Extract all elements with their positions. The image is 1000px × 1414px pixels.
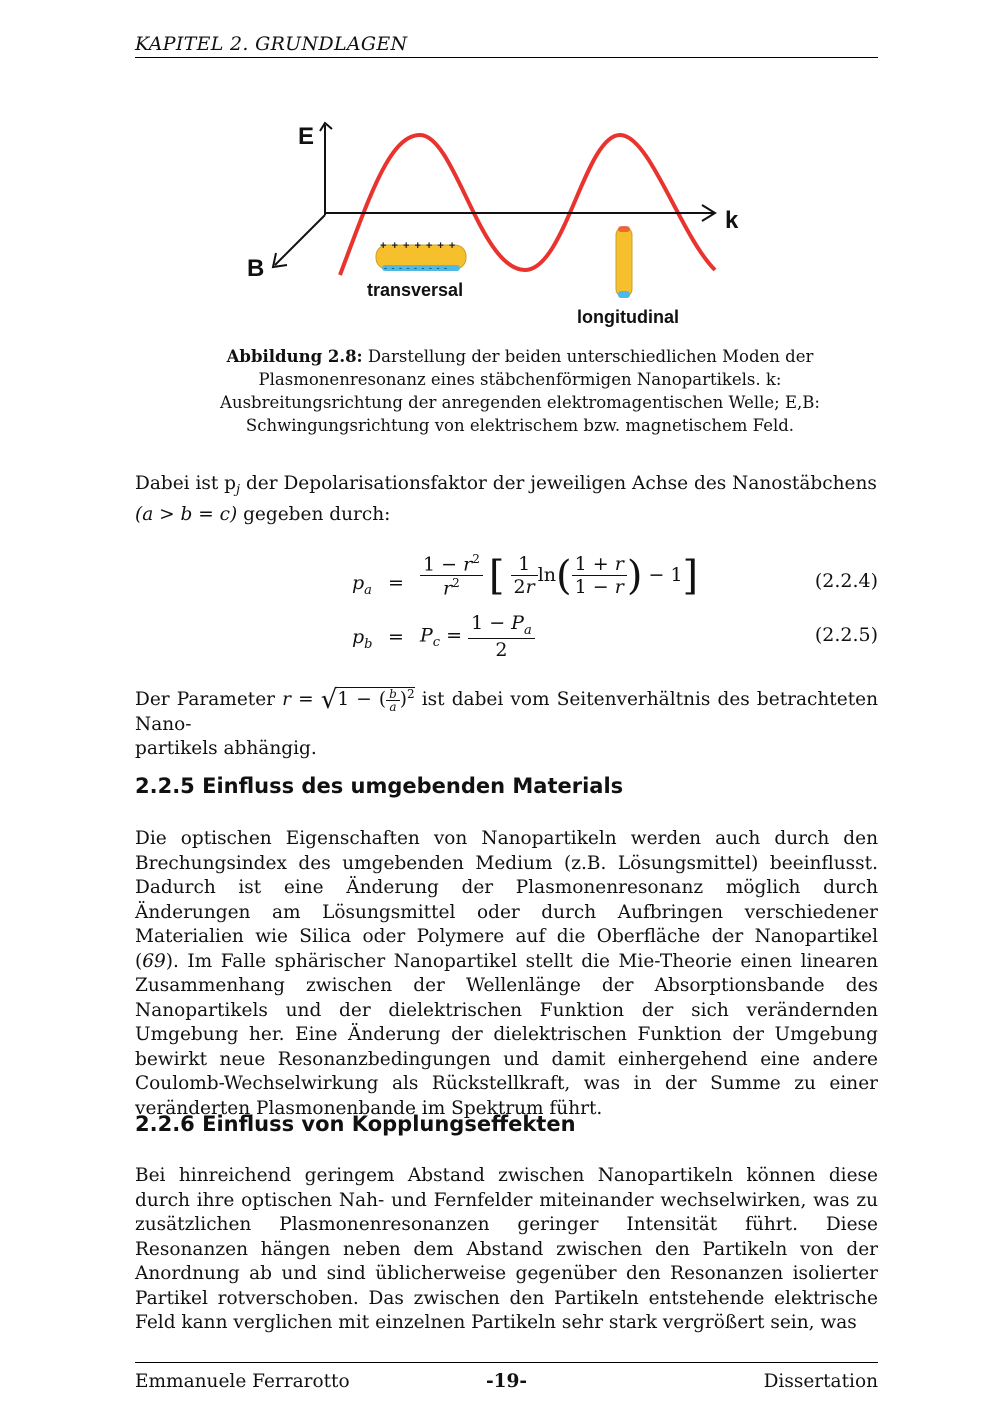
longitudinal-particle xyxy=(616,227,632,297)
eq2-lhs: p xyxy=(352,626,365,648)
equation-2-2-5 xyxy=(330,612,878,664)
section-2-2-6-body: Bei hinreichend geringem Abstand zwischen Nanopartikeln können diese durch ihre optischen Nah- und Fernfelder miteinander wechselwirken, was zu zusätzlichen Plasmonenresonanzen geringer Intensität führt. Diese Resonanzen hängen neben dem Abstand zwischen den Partikeln von der Anordnung ab und sind üblicherweise gegenüber den Resonanzen isolierter Partikel rotverschoben. Das zwischen den Partikeln entstehende elektrische Feld kann verglichen mit einzelnen Partikeln sehr stark vergrößert sein, was xyxy=(135,1165,878,1333)
param-text-a: Der Parameter xyxy=(135,689,283,711)
param-sqrt: √ xyxy=(320,685,338,716)
footer-page-number: -19- xyxy=(485,1371,528,1392)
eq2-sub: b xyxy=(364,636,373,652)
figure-drawing xyxy=(240,115,740,335)
running-header: KAPITEL 2. GRUNDLAGEN xyxy=(135,33,878,58)
figure-caption xyxy=(170,345,870,437)
minus-charges: - - - - - - - - - xyxy=(384,263,448,273)
eq1-number: (2.2.4) xyxy=(814,570,878,592)
eq1-lhs: p xyxy=(352,572,365,594)
footer-author: Emmanuele Ferrarotto xyxy=(135,1371,350,1392)
section-heading-2-2-5: 2.2.5 Einfluss des umgebenden Materials xyxy=(135,774,624,798)
eq2-number: (2.2.5) xyxy=(814,624,878,646)
parameter-paragraph: Der Parameter r = √1 − ( $\frac{b}{a}$ )$^2$ ist dabei vom Seitenverhältnis des betrachteten Nano- partikels abhängig. xyxy=(135,685,878,760)
intro-condition: (a > b = c) xyxy=(135,504,238,526)
axis-label-k: k xyxy=(725,207,739,234)
citation-69: 69 xyxy=(142,950,166,972)
b-axis xyxy=(275,215,325,265)
footer-doc-type: Dissertation xyxy=(763,1371,878,1392)
param-text-c: partikels abhängig. xyxy=(135,738,317,760)
axis-label-e: E xyxy=(298,123,315,150)
longitudinal-plus-cap xyxy=(618,226,630,232)
intro-text-a: Dabei ist p xyxy=(135,473,237,494)
section-2-2-5-body xyxy=(135,827,878,1121)
eq1-equals: = xyxy=(388,572,404,594)
section-heading-2-2-6: 2.2.6 Einfluss von Kopplungseffekten xyxy=(135,1112,576,1136)
param-text-b: ist dabei vom Seitenverhältnis des betrachteten Nano- xyxy=(135,689,878,735)
intro-text-b: der Depolarisationsfaktor der jeweiligen Achse des Nanostäbchens xyxy=(240,473,877,494)
s225-text-b: ). Im Falle sphärischer Nanopartikel stellt die Mie-Theorie einen linearen Zusammenhang zwischen der Wellenlänge der Absorptionsbande des Nanopartikels und der dielektrischen Funktion der sich verändernden Umgebung her. Eine Änderung der dielektrischen Funktion der Umgebung bewirkt neue Resonanzbedingungen und damit einhergehend eine andere Coulomb-Wechselwirkung als Rückstellkraft, was in der Summe zu einer veränderten Plasmonenbande im Spektrum führt. xyxy=(135,950,878,1119)
s225-text-a: Die optischen Eigenschaften von Nanopartikeln werden auch durch den Brechungsindex des umgebenden Medium (z.B. Lösungsmittel) beeinflusst. Dadurch ist eine Änderung der Plasmonenresonanz möglich durch Änderungen am Lösungsmittel oder durch Aufbringen verschiedener Materialien wie Silica oder Polymere auf die Oberfläche der Nanopartikel ( xyxy=(135,828,878,972)
label-transversal: transversal xyxy=(367,280,464,300)
caption-label: Abbildung 2.8: xyxy=(226,347,363,366)
intro-text-c: gegeben durch: xyxy=(237,504,391,526)
intro-subscript: j xyxy=(236,482,241,498)
longitudinal-minus-cap xyxy=(618,291,630,298)
intro-paragraph xyxy=(135,472,878,528)
equation-2-2-4 xyxy=(330,552,878,614)
figure-plasmon-modes xyxy=(240,115,740,335)
plus-charges: + + + + + + + xyxy=(380,240,457,252)
eq1-sub: a xyxy=(364,582,372,598)
eq2-rhs: $P_c$ = $\frac{1 - P_a}{2}$ xyxy=(420,612,535,661)
page-footer xyxy=(135,1362,878,1392)
eq2-equals: = xyxy=(388,626,404,648)
axis-label-b: B xyxy=(247,255,265,282)
eq1-rhs: $\frac{1 - r^2}{r^2}$ [ $\frac{1}{2r}$ ln( $\frac{1 + r}{1 - r}$ ) − 1] xyxy=(420,552,698,600)
caption-text: Darstellung der beiden unterschiedlichen Moden der Plasmonenresonanz eines stäbchenförmigen Nanopartikels. k: Ausbreitungsrichtung der anregenden elektromagentischen Welle; E,B: Schwingungsrichtung von elektrischem bzw. magnetischem Feld. xyxy=(220,347,820,435)
label-longitudinal: longitudinal xyxy=(577,307,679,327)
